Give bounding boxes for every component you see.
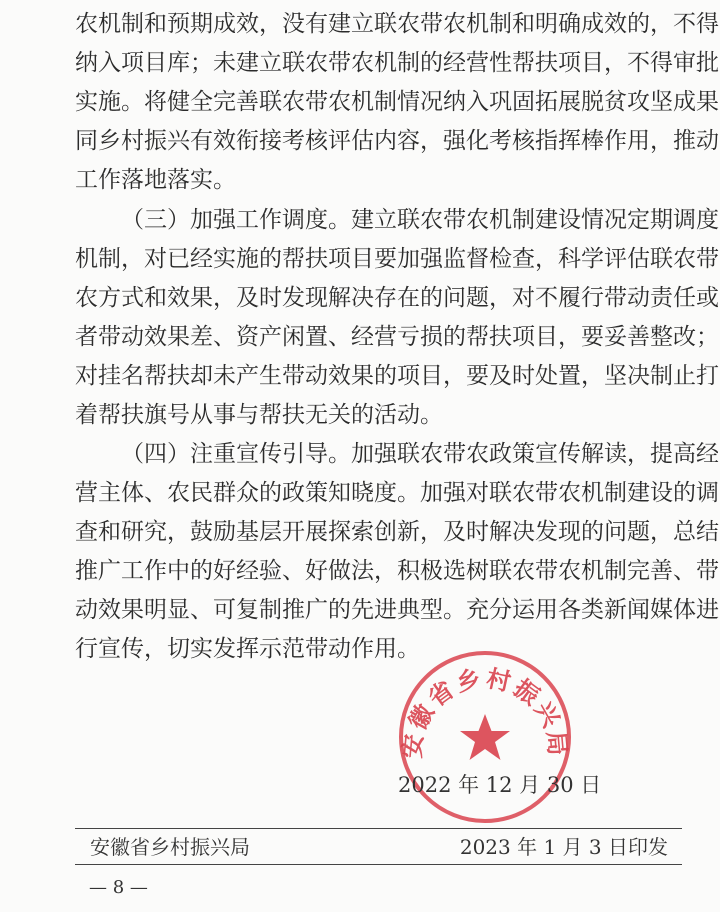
body-line: 动效果明显、可复制推广的先进典型。充分运用各类新闻媒体进 (75, 597, 719, 623)
body-line: 查和研究，鼓励基层开展探索创新，及时解决发现的问题，总结 (75, 519, 719, 545)
section-heading-line: （三）加强工作调度。建立联农带农机制建设情况定期调度 (121, 207, 719, 233)
footer-print-date: 2023 年 1 月 3 日印发 (459, 835, 668, 859)
footer-top-rule (75, 828, 682, 829)
star-icon (460, 714, 510, 760)
body-line: 机制，对已经实施的帮扶项目要加强监督检查，科学评估联农带 (75, 246, 719, 272)
seal-text: 安徽省乡村振兴局 (398, 664, 572, 760)
body-line: 工作落地落实。 (75, 167, 236, 193)
body-line: 同乡村振兴有效衔接考核评估内容，强化考核指挥棒作用，推动 (75, 128, 719, 154)
body-line: 行宣传，切实发挥示范带动作用。 (75, 636, 420, 662)
body-line: 纳入项目库；未建立联农带农机制的经营性帮扶项目，不得审批 (75, 50, 719, 76)
body-line: 营主体、农民群众的政策知晓度。加强对联农带农机制建设的调 (75, 480, 719, 506)
body-line: 实施。将健全完善联农带农机制情况纳入巩固拓展脱贫攻坚成果 (75, 89, 719, 115)
page-number: — 8 — (89, 877, 148, 898)
body-line: 者带动效果差、资产闲置、经营亏损的帮扶项目，要妥善整改； (75, 324, 719, 350)
body-line: 对挂名帮扶却未产生带动效果的项目，要及时处置，坚决制止打 (75, 363, 719, 389)
body-line: 农方式和效果，及时发现解决存在的问题，对不履行带动责任或 (75, 285, 719, 311)
footer-issuer: 安徽省乡村振兴局 (90, 835, 250, 859)
body-line: 推广工作中的好经验、好做法，积极选树联农带农机制完善、带 (75, 558, 719, 584)
body-line: 农机制和预期成效，没有建立联农带农机制和明确成效的，不得 (75, 11, 719, 37)
section-heading-line: （四）注重宣传引导。加强联农带农政策宣传解读，提高经 (121, 441, 719, 467)
body-line: 着帮扶旗号从事与帮扶无关的活动。 (75, 402, 443, 428)
footer-bottom-rule (75, 864, 682, 865)
signature-date: 2022 年 12 月 30 日 (398, 773, 602, 797)
